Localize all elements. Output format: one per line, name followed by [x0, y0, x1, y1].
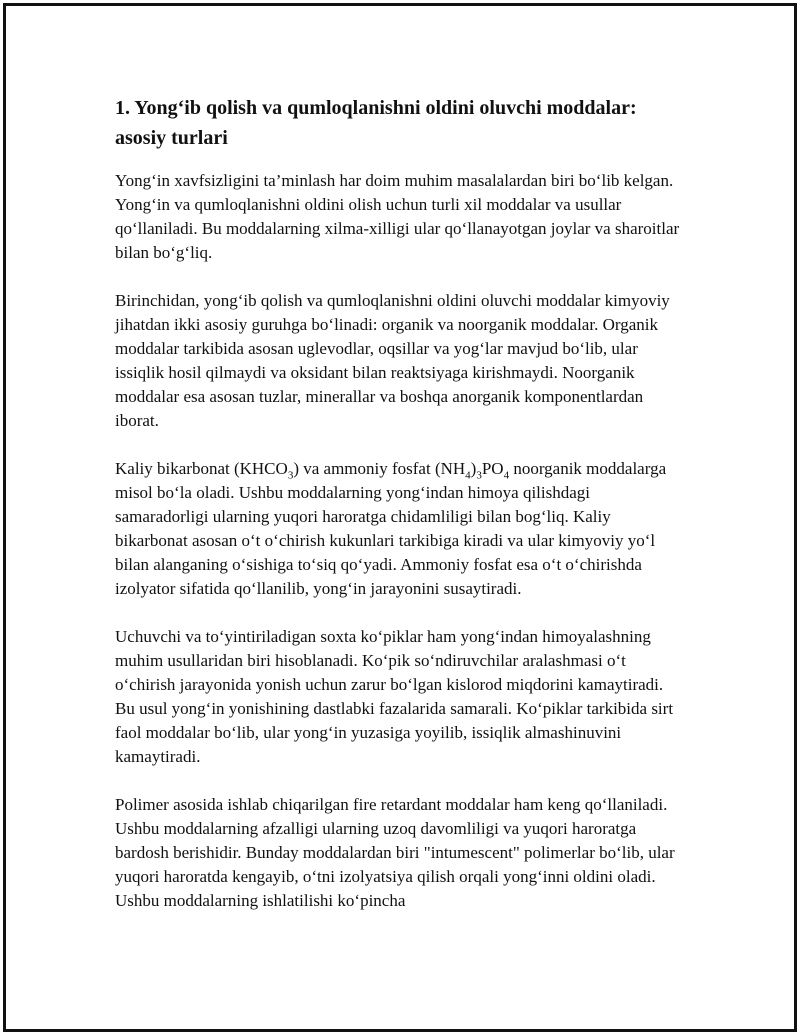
paragraph-inorganic-examples: [115, 457, 687, 601]
text-run: ): [470, 459, 477, 478]
paragraph-intro: Yong‘in xavfsizligini ta’minlash har doim muhim masalalardan biri bo‘lib kelgan. Yong‘in va qumloqlanishni oldini olish uchun turli xil moddalar va usullar qo‘llaniladi. Bu moddalarning xilma-xilligi ular qo‘llanayotgan joylar va sharoitlar bilan bo‘g‘liq.: [115, 171, 680, 262]
subscript: 3: [476, 469, 482, 482]
text-run: Kaliy bikarbonat (KHCO: [115, 459, 288, 478]
paragraph-polymers: Polimer asosida ishlab chiqarilgan fire retardant moddalar ham keng qo‘llaniladi. Ushbu moddalarning afzalligi ularning uzoq davomliligi va yuqori haroratga bardosh berishidir. Bunday moddalardan biri "intumescent" polimerlar bo‘lib, ular yuqori haroratda kengayib, o‘tni izolyatsiya qilish orqali yong‘inni oldini oladi. Ushbu moddalarning ishlatilishi ko‘pincha: [115, 795, 675, 910]
subscript: 4: [465, 469, 471, 482]
text-run: ) va ammoniy fosfat (NH: [293, 459, 466, 478]
text-run: noorganik moddalarga misol bo‘la oladi. Ushbu moddalarning yong‘indan himoya qilishdagi samaradorligi ularning yuqori haroratga chidamliligi bilan bog‘liq. Kaliy bikarbonat asosan o‘t o‘chirish kukunlari tarkibiga kiradi va ular kimyoviy yo‘l bilan alanganing o‘sishiga to‘siq qo‘yadi. Ammoniy fosfat esa o‘t o‘chirishda izolyator sifatida qo‘llanilib, yong‘in jarayonini susaytiradi.: [115, 459, 667, 598]
document-body: [115, 93, 687, 937]
text-run: PO: [481, 459, 504, 478]
subscript: 3: [287, 469, 294, 482]
subscript: 4: [503, 469, 510, 482]
paragraph-classification: Birinchidan, yong‘ib qolish va qumloqlanishni oldini oluvchi moddalar kimyoviy jihatdan ikki asosiy guruhga bo‘linadi: organik va noorganik moddalar. Organik moddalar tarkibida asosan uglevodlar, oqsillar va yog‘lar mavjud bo‘lib, ular issiqlik hosil qilmaydi va oksidant bilan reaktsiyaga kirishmaydi. Noorganik moddalar esa asosan tuzlar, minerallar va boshqa anorganik komponentlardan iborat.: [115, 291, 670, 430]
section-heading: 1. Yong‘ib qolish va qumloqlanishni oldini oluvchi moddalar: asosiy turlari: [115, 97, 637, 149]
paragraph-foams: Uchuvchi va to‘yintiriladigan soxta ko‘piklar ham yong‘indan himoyalashning muhim usullaridan biri hisoblanadi. Ko‘pik so‘ndiruvchilar aralashmasi o‘t o‘chirish jarayonida yonish uchun zarur bo‘lgan kislorod miqdorini kamaytiradi. Bu usul yong‘in yonishining dastlabki fazalarida samarali. Ko‘piklar tarkibida sirt faol moddalar bo‘lib, ular yong‘in yuzasiga yoyilib, issiqlik almashinuvini kamaytiradi.: [115, 627, 674, 766]
